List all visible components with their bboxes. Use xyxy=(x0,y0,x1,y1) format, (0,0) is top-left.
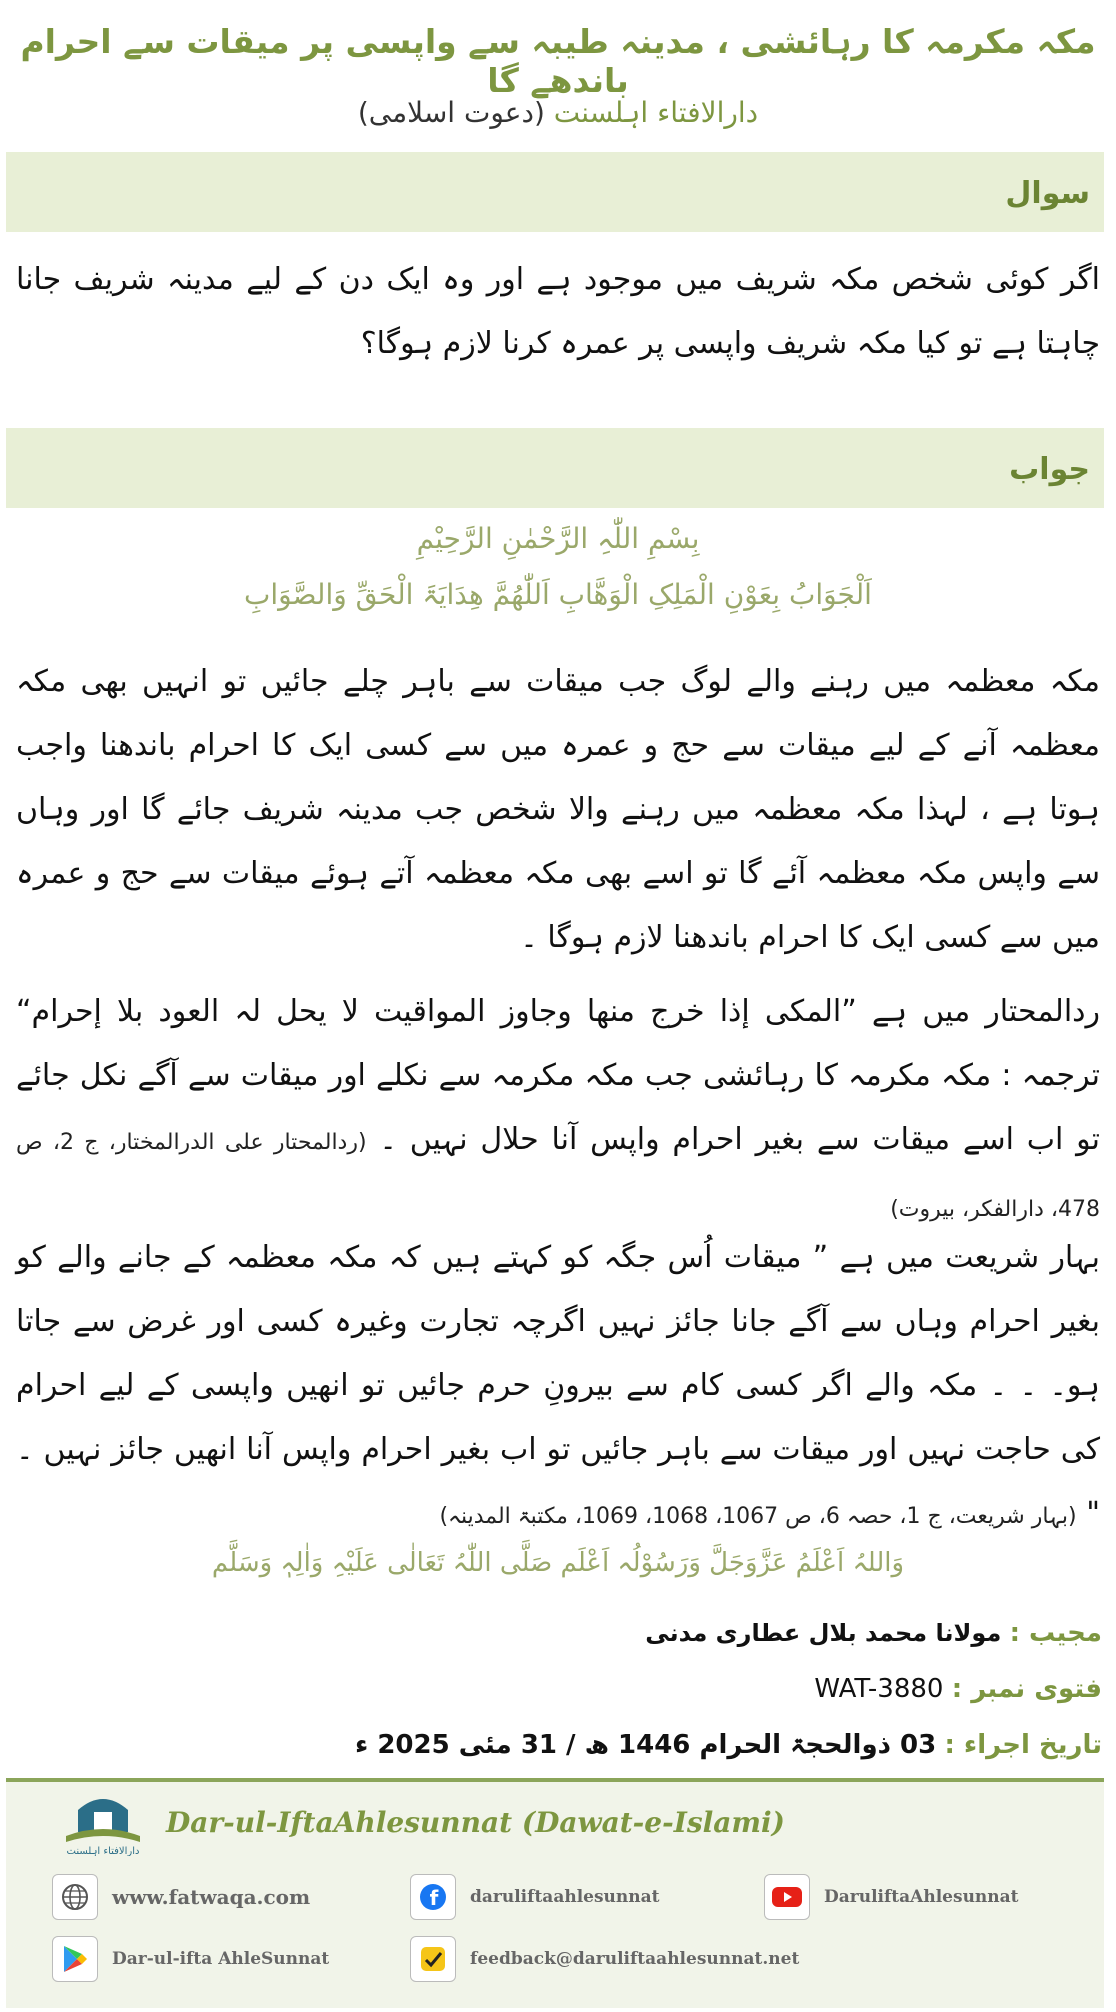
issue-date-label: تاریخ اجراء : xyxy=(944,1730,1102,1760)
fatwa-number-line xyxy=(814,1674,1102,1704)
answer-opening: اَلْجَوَابُ بِعَوْنِ الْمَلِکِ الْوَھَّابِ اَللّٰھُمَّ ھِدَایَۃَ الْحَقِّ وَالصَّوَابِ xyxy=(244,578,872,611)
svg-text:f: f xyxy=(429,1886,439,1910)
answer-paragraph-3 xyxy=(16,1226,1100,1549)
feedback-icon xyxy=(410,1936,456,1982)
facebook-icon xyxy=(410,1874,456,1920)
bismillah: بِسْمِ اللّٰہِ الرَّحْمٰنِ الرَّحِیْمِ xyxy=(416,522,700,555)
mujeeb-line xyxy=(645,1618,1102,1648)
youtube-text: DaruliftaAhlesunnat xyxy=(824,1887,1019,1907)
footer xyxy=(6,1778,1104,2008)
dar-ul-ifta-logo-icon xyxy=(58,1792,148,1856)
website-link[interactable] xyxy=(52,1874,310,1920)
feedback-email-text: feedback@daruliftaahlesunnat.net xyxy=(470,1949,800,1969)
reference-raddul-muhtar: (ردالمحتار علی الدرالمختار، ج 2، ص 478، دارالفکر، بیروت) xyxy=(16,1130,1100,1222)
question-label: سوال xyxy=(1005,176,1090,211)
answer-paragraph-1: مکہ معظمہ میں رہنے والے لوگ جب میقات سے باہر چلے جائیں تو انہیں بھی مکہ معظمہ آنے کے لیے میقات سے حج و عمرہ میں سے کسی ایک کا احرام باندھنا واجب ہوتا ہے ، لہذا مکہ معظمہ میں رہنے والا شخص جب مدینہ شریف جائے گا اور وہاں سے واپس مکہ معظمہ آئے گا تو اسے بھی مکہ معظمہ آتے ہوئے میقات سے حج و عمرہ میں سے کسی ایک کا احرام باندھنا لازم ہوگا ۔ xyxy=(16,664,1100,955)
mujeeb-value: مولانا محمد بلال عطاری مدنی xyxy=(645,1619,1002,1647)
question-text: اگر کوئی شخص مکہ شریف میں موجود ہے اور وہ ایک دن کے لیے مدینہ شریف جانا چاہتا ہے تو کیا مکہ شریف واپسی پر عمرہ کرنا لازم ہوگا؟ xyxy=(16,262,1100,361)
facebook-link[interactable] xyxy=(410,1874,659,1920)
answer-paragraph-3-text: بہار شریعت میں ہے ” میقات اُس جگہ کو کہتے ہیں کہ مکہ معظمہ کے جانے والے کو بغیر احرام وہاں سے آگے جانا جائز نہیں اگرچہ تجارت وغیرہ کسی اور غرض سے جاتا ہو۔ ۔ ۔ مکہ والے اگر کسی کام سے بیرونِ حرم جائیں تو انھیں واپسی کے لیے احرام کی حاجت نہیں اور میقات سے باہر جائیں تو اب بغیر احرام واپس آنا انھیں جائز نہیں ۔ " xyxy=(16,1240,1100,1531)
mujeeb-label: مجیب : xyxy=(1009,1618,1102,1648)
globe-icon xyxy=(52,1874,98,1920)
question-band xyxy=(6,152,1104,232)
youtube-link[interactable] xyxy=(764,1874,1019,1920)
youtube-icon xyxy=(764,1874,810,1920)
reference-bahar-e-shariat: (بہار شریعت، ج 1، حصہ 6، ص 1067، 1068، 1069، مکتبۃ المدینہ) xyxy=(439,1504,1077,1529)
closing-prayer: وَاللہُ اَعْلَمُ عَزَّوَجَلَّ وَرَسُوْلُہ اَعْلَم صَلَّی اللّٰہُ تَعَالٰی عَلَیْہِ وَاٰلِہٖ وَسَلَّم xyxy=(211,1548,905,1578)
page-title: مکہ مکرمہ کا رہائشی ، مدینہ طیبہ سے واپسی پر میقات سے احرام باندھے گا xyxy=(20,22,1096,100)
facebook-text: daruliftaahlesunnat xyxy=(470,1887,660,1907)
publisher-parenthetical: (دعوت اسلامی) xyxy=(357,96,545,129)
answer-label: جواب xyxy=(1009,452,1090,487)
issue-date-value: 03 ذوالحجۃ الحرام 1446 ھ / 31 مئی 2025 ء xyxy=(354,1730,937,1760)
answer-paragraph-2-text: ردالمحتار میں ہے ”المکی إذا خرج منھا وجاوز المواقیت لا یحل لہ العود بلا إحرام“ ترجمہ : مکہ مکرمہ کا رہائشی جب مکہ مکرمہ سے نکلے اور میقات سے آگے نکل جائے تو اب اسے میقات سے بغیر احرام واپس آنا حلال نہیں ۔ xyxy=(16,994,1100,1157)
issue-date-line xyxy=(355,1730,1102,1760)
playstore-link[interactable] xyxy=(52,1936,329,1982)
answer-band xyxy=(6,428,1104,508)
feedback-email-link[interactable] xyxy=(410,1936,799,1982)
publisher-name: دارالافتاء اہلسنت xyxy=(553,96,759,129)
playstore-text: Dar-ul-ifta AhleSunnat xyxy=(112,1949,330,1969)
logo-caption: دارالافتاء اہلسنت xyxy=(66,1846,140,1856)
play-store-icon xyxy=(52,1936,98,1982)
answer-paragraph-2 xyxy=(16,980,1100,1242)
footer-brand: Dar-ul-IftaAhlesunnat (Dawat-e-Islami) xyxy=(166,1806,785,1839)
fatwa-number-label: فتوی نمبر : xyxy=(951,1674,1102,1704)
page-subtitle xyxy=(20,96,1096,129)
website-text: www.fatwaqa.com xyxy=(112,1885,311,1909)
fatwa-number-value: WAT-3880 xyxy=(814,1674,944,1704)
